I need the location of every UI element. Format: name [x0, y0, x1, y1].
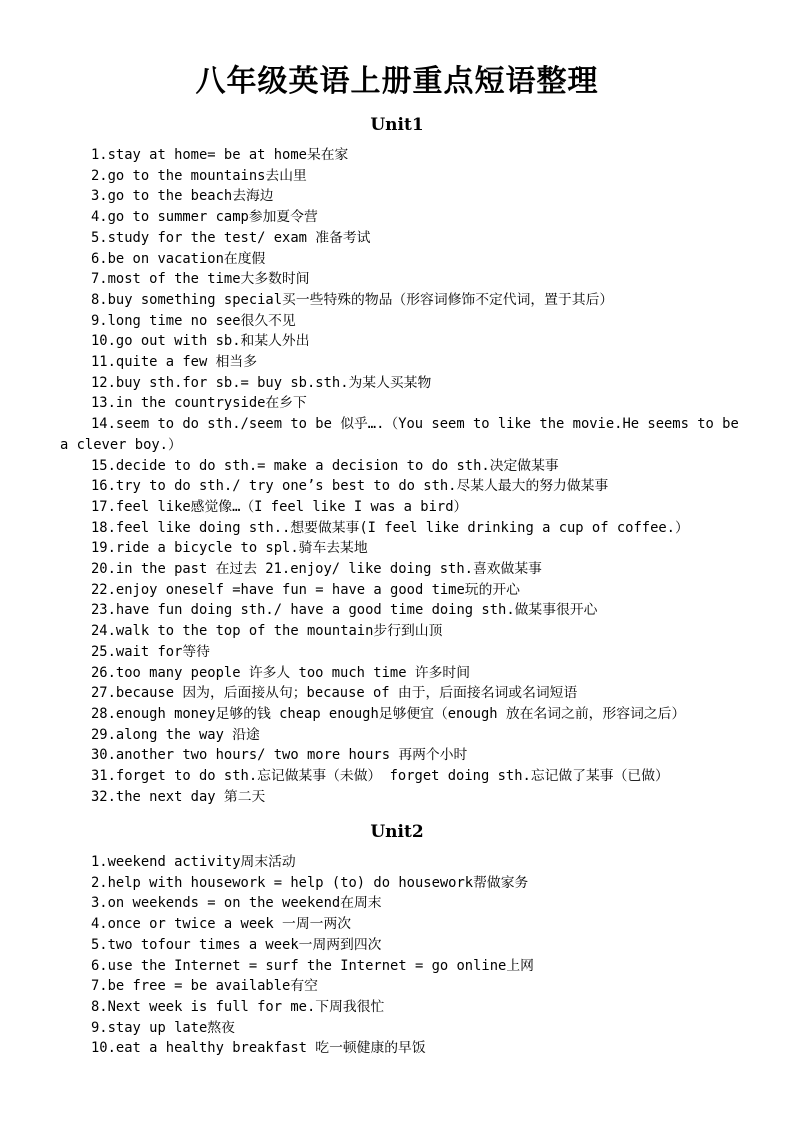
phrase-item: 5.study for the test/ exam 准备考试	[91, 229, 371, 246]
phrase-item: 28.enough money足够的钱 cheap enough足够便宜（enough 放在名词之前，形容词之后）	[91, 705, 686, 722]
document-title: 八年级英语上册重点短语整理	[195, 64, 599, 99]
phrase-item: 13.in the countryside在乡下	[91, 395, 307, 412]
phrase-item: 3.go to the beach去海边	[91, 188, 274, 205]
phrase-item: 10.go out with sb.和某人外出	[91, 333, 310, 350]
phrase-list	[60, 852, 740, 1059]
phrase-item: 16.try to do sth./ try one’s best to do sth.尽某人最大的努力做某事	[91, 478, 609, 495]
phrase-item: 30.another two hours/ two more hours 再两个小时	[91, 747, 468, 764]
phrase-item: 6.use the Internet = surf the Internet = go online上网	[91, 957, 534, 974]
phrase-item: 12.buy sth.for sb.= buy sb.sth.为某人买某物	[91, 374, 432, 391]
phrase-item: 10.eat a healthy breakfast 吃一顿健康的早饭	[91, 1040, 426, 1057]
phrase-item: 20.in the past 在过去 21.enjoy/ like doing sth.喜欢做某事	[91, 561, 542, 578]
phrase-item: 4.once or twice a week 一周一两次	[91, 916, 352, 933]
phrase-item: 8.Next week is full for me.下周我很忙	[91, 998, 385, 1015]
phrase-item: 11.quite a few 相当多	[91, 354, 257, 371]
phrase-item: 2.help with housework = help (to) do housework帮做家务	[91, 874, 529, 891]
phrase-item: 24.walk to the top of the mountain步行到山顶	[91, 623, 443, 640]
phrase-item: 26.too many people 许多人 too much time 许多时间	[91, 664, 470, 681]
unit-heading: Unit1	[370, 115, 424, 135]
phrase-item: 22.enjoy oneself =have fun = have a good time玩的开心	[91, 581, 520, 598]
phrase-item: 18.feel like doing sth..想要做某事(I feel like drinking a cup of coffee.）	[91, 519, 689, 536]
phrase-item: 27.because 因为，后面接从句；because of 由于，后面接名词或名词短语	[91, 685, 578, 702]
phrase-item: 8.buy something special买一些特殊的物品（形容词修饰不定代词，置于其后）	[91, 291, 614, 308]
phrase-item: 1.stay at home= be at home呆在家	[91, 147, 349, 163]
phrase-item: 7.be free = be available有空	[91, 978, 318, 995]
phrase-item: 9.long time no see很久不见	[91, 312, 296, 329]
phrase-item: 7.most of the time大多数时间	[91, 271, 310, 288]
phrase-item: 5.two tofour times a week一周两到四次	[91, 936, 382, 953]
phrase-item: 19.ride a bicycle to spl.骑车去某地	[91, 540, 368, 557]
phrase-item: 25.wait for等待	[91, 643, 210, 660]
phrase-item: 3.on weekends = on the weekend在周末	[91, 895, 382, 912]
phrase-item: 2.go to the mountains去山里	[91, 167, 307, 184]
unit-heading: Unit2	[370, 822, 424, 842]
phrase-item: 9.stay up late熬夜	[91, 1019, 235, 1036]
phrase-item: 6.be on vacation在度假	[91, 250, 266, 267]
phrase-item: 23.have fun doing sth./ have a good time doing sth.做某事很开心	[91, 602, 598, 619]
phrase-list	[60, 145, 740, 808]
phrase-item: 32.the next day 第二天	[91, 788, 266, 805]
phrase-item: 31.forget to do sth.忘记做某事（未做） forget doing sth.忘记做了某事（已做）	[91, 768, 669, 785]
phrase-item: 14.seem to do sth./seem to be 似乎….（You seem to like the movie.He seems to be a clever boy.）	[60, 416, 739, 453]
phrase-item: 1.weekend activity周末活动	[91, 854, 296, 870]
phrase-item: 29.along the way 沿途	[91, 726, 260, 743]
phrase-item: 15.decide to do sth.= make a decision to do sth.决定做某事	[91, 457, 559, 474]
phrase-item: 17.feel like感觉像…（I feel like I was a bird）	[91, 498, 468, 515]
phrase-item: 4.go to summer camp参加夏令营	[91, 209, 318, 226]
